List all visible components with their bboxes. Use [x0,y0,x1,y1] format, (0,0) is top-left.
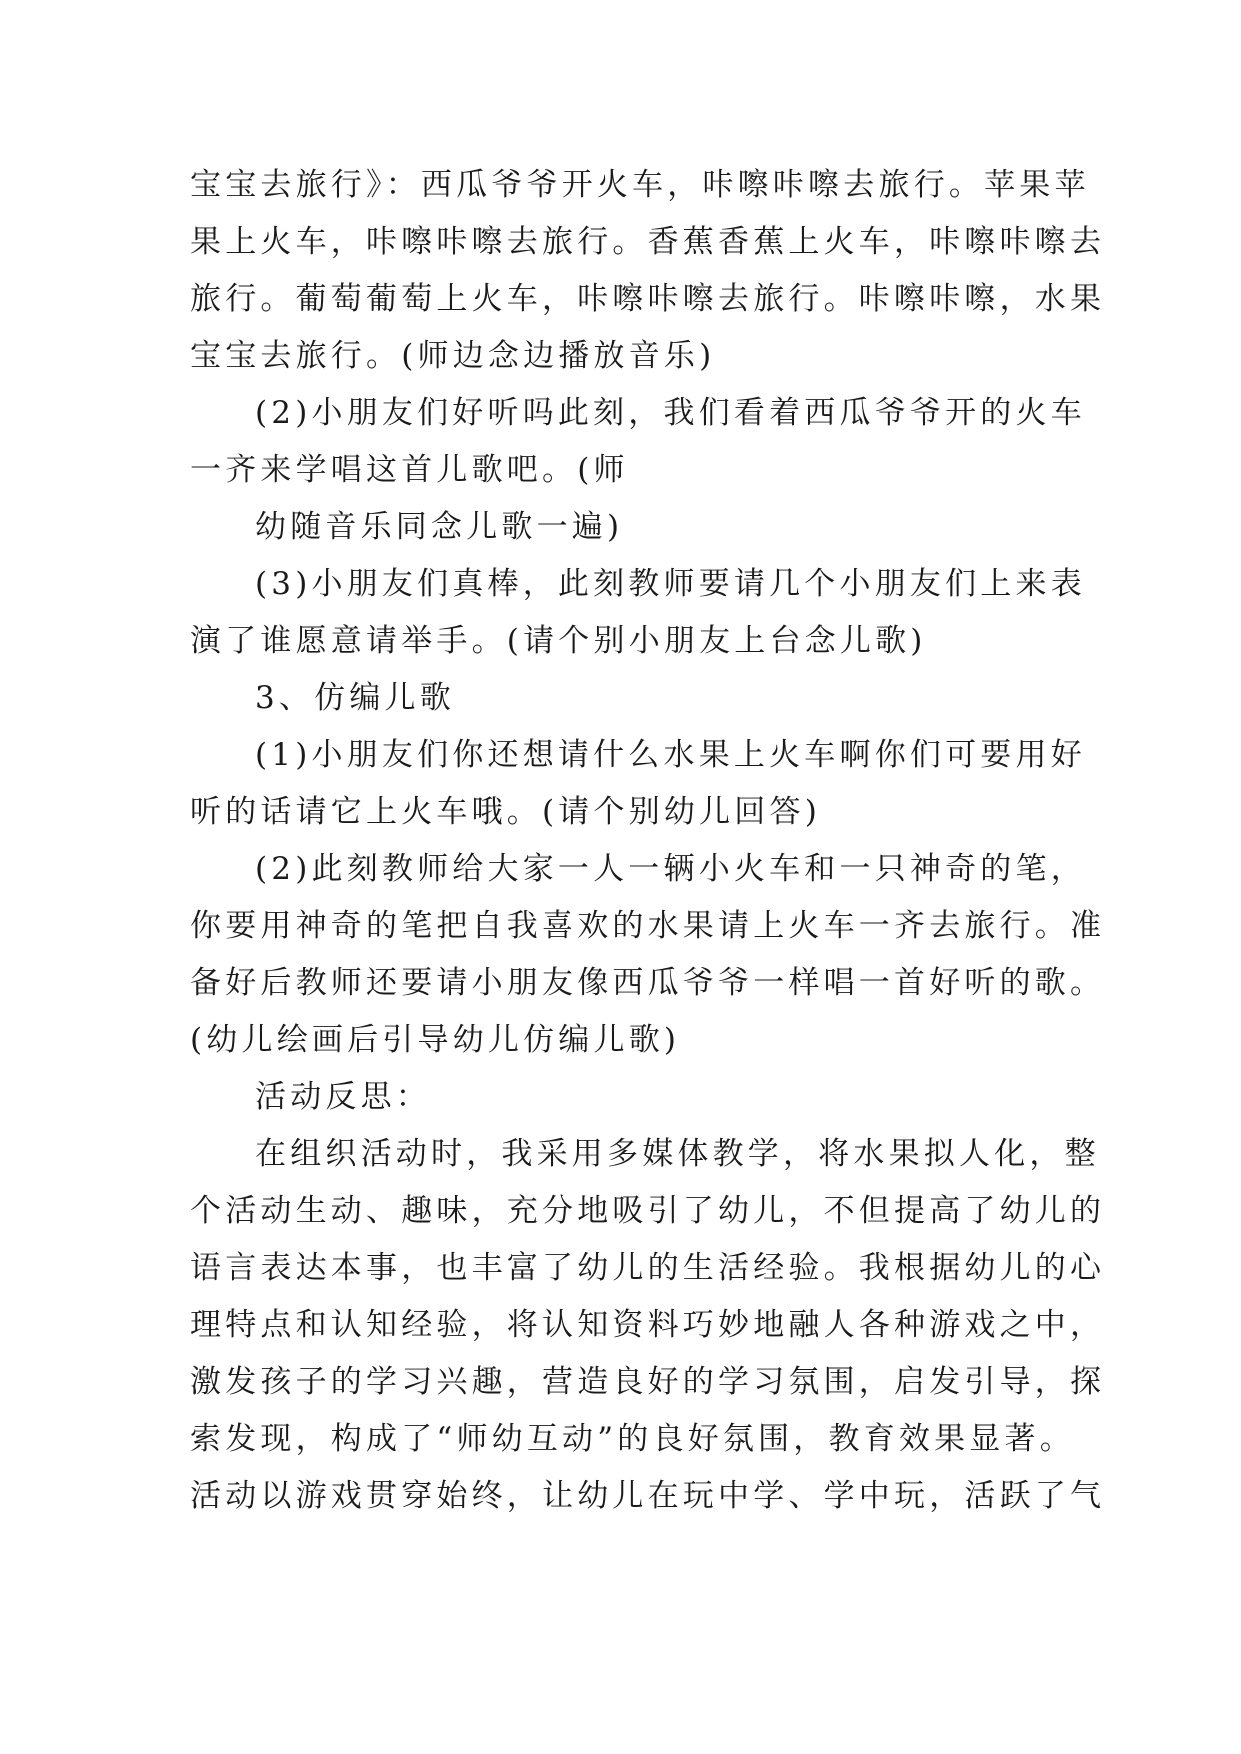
text-line: 幼随音乐同念儿歌一遍) [255,509,624,545]
text-line: 演了谁愿意请举手。(请个别小朋友上台念儿歌) [190,623,927,659]
text-line: 激发孩子的学习兴趣，营造良好的学习氛围，启发引导，探 [190,1364,1106,1400]
text-line: 在组织活动时，我采用多媒体教学，将水果拟人化，整 [255,1136,1100,1172]
text-line: (3)小朋友们真棒，此刻教师要请几个小朋友们上来表 [255,566,1086,602]
text-line: 旅行。葡萄葡萄上火车，咔嚓咔嚓去旅行。咔嚓咔嚓，水果 [190,281,1106,317]
text-line: 索发现，构成了“师幼互动”的良好氛围，教育效果显著。 [190,1421,1075,1457]
text-line: (2)小朋友们好听吗此刻，我们看着西瓜爷爷开的火车 [255,395,1086,431]
section-heading: 3、仿编儿歌 [255,680,455,716]
section-heading: 活动反思： [255,1079,431,1115]
text-line: 理特点和认知经验，将认知资料巧妙地融人各种游戏之中， [190,1307,1106,1343]
text-line: 个活动生动、趣味，充分地吸引了幼儿，不但提高了幼儿的 [190,1193,1106,1229]
text-line: 备好后教师还要请小朋友像西瓜爷爷一样唱一首好听的歌。 [190,965,1106,1001]
text-line: 果上火车，咔嚓咔嚓去旅行。香蕉香蕉上火车，咔嚓咔嚓去 [190,224,1106,260]
text-line: (1)小朋友们你还想请什么水果上火车啊你们可要用好 [255,737,1086,773]
text-line: (2)此刻教师给大家一人一辆小火车和一只神奇的笔， [255,851,1086,887]
text-line: 一齐来学唱这首儿歌吧。(师 [190,452,629,488]
text-line: (幼儿绘画后引导幼儿仿编儿歌) [190,1022,681,1058]
text-line: 语言表达本事，也丰富了幼儿的生活经验。我根据幼儿的心 [190,1250,1106,1286]
text-line: 活动以游戏贯穿始终，让幼儿在玩中学、学中玩，活跃了气 [190,1478,1106,1514]
text-line: 听的话请它上火车哦。(请个别幼儿回答) [190,794,821,830]
text-line: 宝宝去旅行。(师边念边播放音乐) [190,338,716,374]
text-line: 你要用神奇的笔把自我喜欢的水果请上火车一齐去旅行。准 [190,908,1106,944]
text-line: 宝宝去旅行》：西瓜爷爷开火车，咔嚓咔嚓去旅行。苹果苹 [190,167,1090,203]
